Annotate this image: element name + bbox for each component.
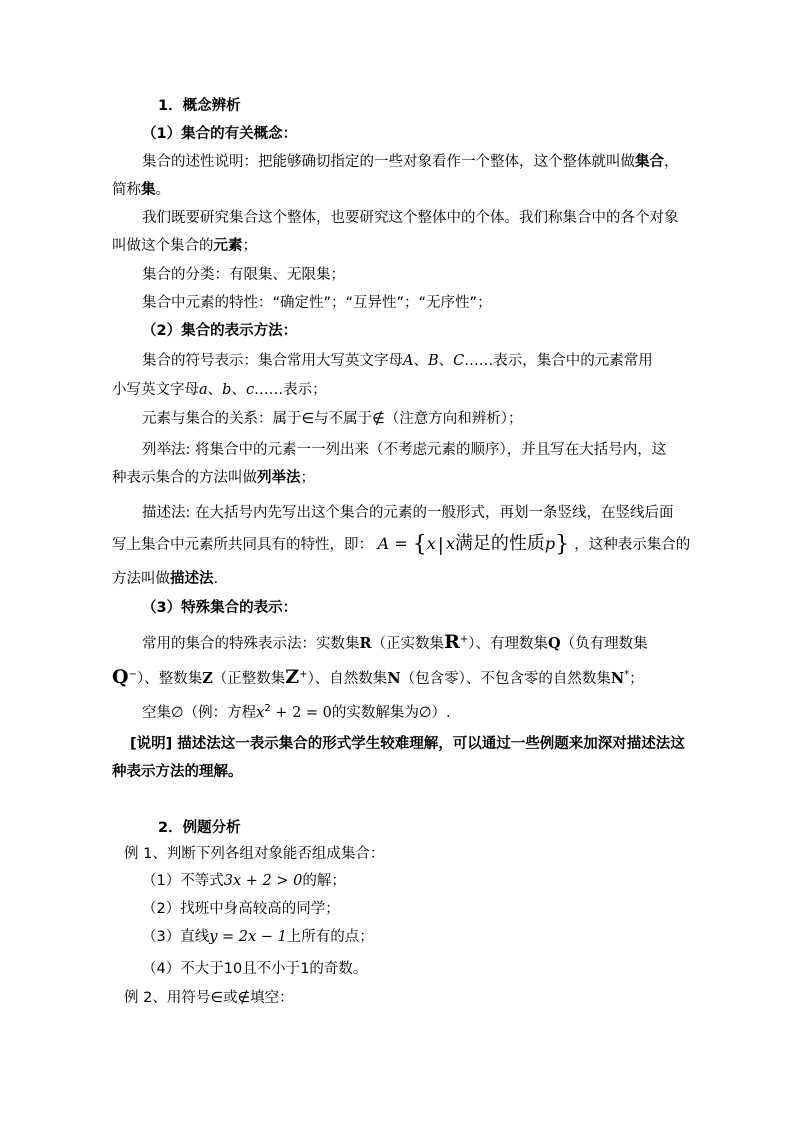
paragraph-description-method: 描述法: 在大括号内先写出这个集合的元素的一般形式，再划一条竖线，在竖线后面 (142, 505, 674, 521)
paragraph-symbol-notation: 集合的符号表示：集合常用大写英文字母A、B、C……表示，集合中的元素常用 (142, 353, 653, 369)
example-1-item-2: （2）找班中身高较高的同学； (142, 901, 340, 917)
paragraph-description-method-end: 方法叫做描述法. (112, 571, 219, 587)
example-1-item-4: （4）不大于10且不小于1的奇数。 (142, 961, 368, 977)
subheading-special-sets: （3）特殊集合的表示： (142, 600, 298, 616)
paragraph-empty-set: 空集∅（例：方程$x^2 + 2 = 0$的实数解集为∅）. (142, 703, 451, 721)
set-builder-formula: A = {x | x满足的性质p} (377, 532, 570, 557)
paragraph-special-sets-cont: Q−）、整数集Z（正整数集Z+）、自然数集N（包含零）、不包含零的自然数集N*； (112, 666, 644, 688)
paragraph-listing-method: 列举法: 将集合中的元素一一列出来（不考虑元素的顺序），并且写在大括号内，这 (142, 442, 667, 458)
paragraph-membership: 元素与集合的关系：属于∈与不属于∉（注意方向和辨析）； (142, 411, 523, 427)
subheading-set-concepts: （1）集合的有关概念： (142, 126, 298, 142)
paragraph-description-method-cont: 写上集合中元素所共同具有的特性，即： A = {x | x满足的性质p} ，这种表示集合的 (112, 532, 691, 557)
paragraph-listing-method-cont: 种表示集合的方法叫做列举法； (112, 470, 315, 486)
paragraph-symbol-notation-cont: 小写英文字母a、b、c……表示； (112, 382, 327, 398)
note-explanation-cont: 种表示方法的理解。 (112, 764, 243, 780)
paragraph-set-definition: 集合的述性说明：把能够确切指定的一些对象看作一个整体，这个整体就叫做集合， (142, 154, 679, 170)
element-of-symbol: ∈ (301, 411, 315, 427)
example-1-item-1: （1）不等式3x + 2 > 0的解； (142, 873, 346, 889)
not-element-of-symbol: ∉ (372, 411, 385, 427)
subheading-representation: （2）集合的表示方法： (142, 323, 298, 339)
example-1-item-3: （3）直线y = 2x − 1上所有的点； (142, 929, 374, 945)
paragraph-element-properties: 集合中元素的特性：“确定性”；“互异性”；“无序性”； (142, 295, 492, 311)
paragraph-element-cont: 叫做这个集合的元素； (112, 238, 257, 254)
paragraph-set-definition-cont: 简称集。 (112, 182, 170, 198)
paragraph-classification: 集合的分类：有限集、无限集； (142, 267, 345, 283)
paragraph-special-sets: 常用的集合的特殊表示法：实数集R（正实数集R+）、有理数集Q（负有理数集 (142, 631, 648, 653)
note-explanation: [说明] 描述法这一表示集合的形式学生较难理解，可以通过一些例题来加深对描述法这 (130, 736, 685, 752)
example-2-prompt: 例 2、用符号∈或∉填空： (124, 990, 294, 1006)
section-heading-examples: 2．例题分析 (158, 820, 241, 836)
paragraph-element: 我们既要研究集合这个整体，也要研究这个整体中的个体。我们称集合中的各个对象 (142, 210, 679, 226)
empty-set-symbol: ∅ (171, 705, 184, 721)
section-heading-concepts: 1．概念辨析 (158, 98, 241, 114)
example-1-prompt: 例 1、判断下列各组对象能否组成集合： (124, 846, 385, 862)
